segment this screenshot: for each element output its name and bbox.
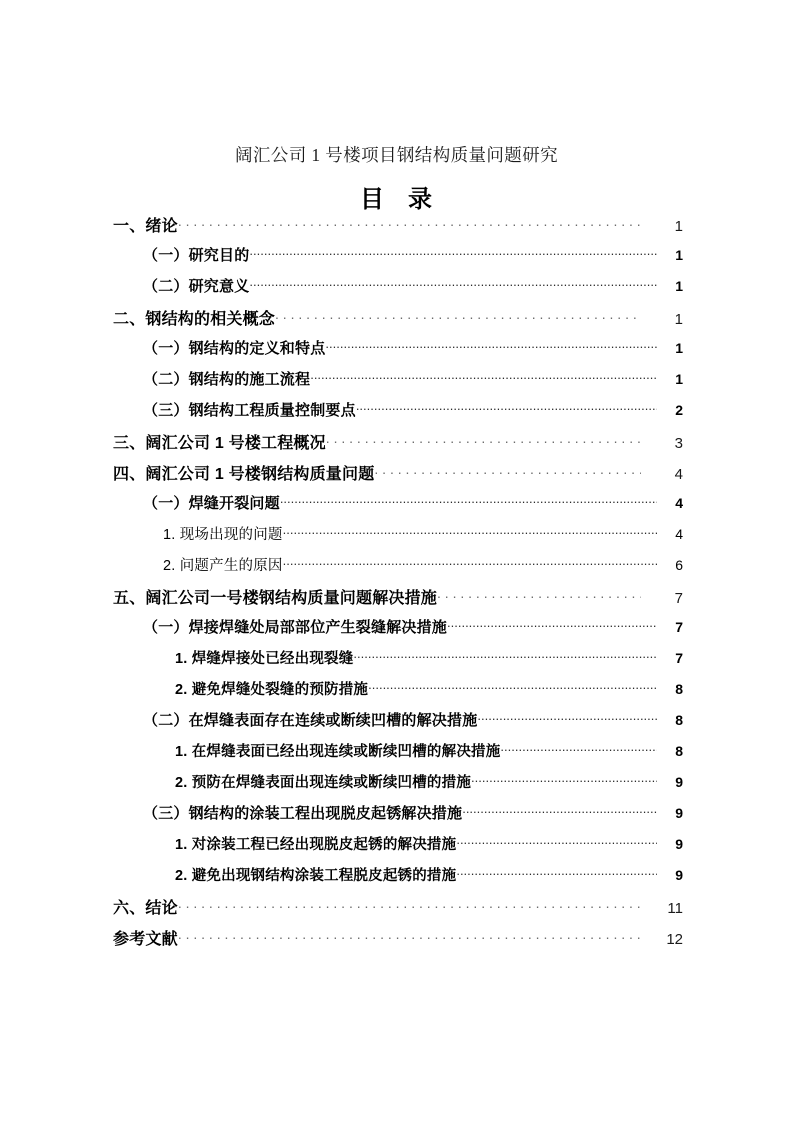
document-title: 阔汇公司 1 号楼项目钢结构质量问题研究 (235, 145, 558, 165)
toc-entry[interactable] (0, 709, 793, 740)
toc-entry-label: 五、阔汇公司一号楼钢结构质量问题解决措施 (113, 590, 438, 607)
toc-entry-page-number: 7 (675, 650, 683, 666)
toc-entry[interactable] (0, 492, 793, 523)
toc-dot-leader (500, 740, 657, 756)
toc-entry-label: 2. 避免出现钢结构涂装工程脱皮起锈的措施 (175, 868, 457, 884)
toc-dot-leader (456, 864, 657, 880)
toc-entry-page-number: 12 (666, 931, 683, 948)
toc-entry-label: 四、阔汇公司 1 号楼钢结构质量问题 (113, 466, 375, 483)
toc-dot-leader (326, 432, 641, 448)
toc-dot-leader (249, 244, 657, 260)
toc-dot-leader (283, 554, 657, 570)
toc-entry-page-number: 8 (675, 712, 683, 728)
toc-entry-page-number: 6 (675, 557, 683, 573)
toc-entry-page-number: 7 (675, 619, 683, 635)
toc-dot-leader (353, 647, 657, 663)
toc-entry[interactable] (0, 368, 793, 399)
toc-entry-label: （二）在焊缝表面存在连续或断续凹槽的解决措施 (143, 712, 478, 729)
toc-entry-page-number: 3 (674, 435, 683, 452)
table-of-contents (0, 213, 793, 957)
toc-entry[interactable] (0, 337, 793, 368)
toc-entry-page-number: 4 (675, 526, 683, 542)
toc-dot-leader (374, 463, 641, 479)
toc-entry-page-number: 1 (675, 371, 683, 387)
toc-entry-label: 2. 预防在焊缝表面出现连续或断续凹槽的措施 (175, 775, 472, 791)
toc-dot-leader (368, 678, 657, 694)
toc-dot-leader (283, 523, 657, 539)
table-of-contents-heading: 目 录 (359, 186, 433, 213)
toc-entry[interactable] (0, 461, 793, 492)
toc-dot-leader (447, 616, 657, 632)
toc-entry[interactable] (0, 275, 793, 306)
toc-entry[interactable] (0, 771, 793, 802)
toc-entry[interactable] (0, 523, 793, 554)
toc-entry[interactable] (0, 926, 793, 957)
toc-entry-page-number: 9 (675, 774, 683, 790)
toc-dot-leader (462, 802, 657, 818)
toc-entry-label: 一、绪论 (113, 218, 178, 235)
toc-entry-page-number: 1 (675, 247, 683, 263)
toc-entry-page-number: 9 (675, 836, 683, 852)
toc-dot-leader (178, 215, 641, 231)
toc-dot-leader (325, 337, 657, 353)
toc-entry-label: 三、阔汇公司 1 号楼工程概况 (113, 435, 326, 452)
toc-dot-leader (477, 709, 657, 725)
toc-entry-label: （二）研究意义 (143, 278, 250, 295)
toc-dot-leader (249, 275, 657, 291)
toc-dot-leader (356, 399, 657, 415)
toc-entry[interactable] (0, 430, 793, 461)
toc-entry-page-number: 4 (675, 495, 683, 511)
toc-dot-leader (178, 928, 641, 944)
toc-entry-label: （三）钢结构工程质量控制要点 (143, 402, 356, 419)
toc-dot-leader (280, 492, 657, 508)
toc-entry[interactable] (0, 244, 793, 275)
toc-dot-leader (178, 897, 641, 913)
toc-entry-label: 1. 现场出现的问题 (163, 527, 283, 543)
toc-entry-page-number: 11 (667, 900, 683, 917)
toc-entry-page-number: 7 (674, 590, 683, 607)
toc-entry-page-number: 2 (675, 402, 683, 418)
toc-entry[interactable] (0, 213, 793, 244)
toc-entry[interactable] (0, 740, 793, 771)
toc-entry-label: 2. 问题产生的原因 (163, 558, 283, 574)
toc-entry-label: （三）钢结构的涂装工程出现脱皮起锈解决措施 (143, 805, 463, 822)
toc-entry-label: （一）钢结构的定义和特点 (143, 340, 326, 357)
toc-dot-leader (310, 368, 657, 384)
toc-entry-page-number: 8 (675, 743, 683, 759)
toc-entry-label: 1. 在焊缝表面已经出现连续或断续凹槽的解决措施 (175, 744, 501, 760)
toc-entry-label: （一）焊缝开裂问题 (143, 495, 280, 512)
toc-entry-label: 1. 焊缝焊接处已经出现裂缝 (175, 651, 354, 667)
toc-entry-label: 1. 对涂装工程已经出现脱皮起锈的解决措施 (175, 837, 457, 853)
toc-entry[interactable] (0, 554, 793, 585)
toc-entry-label: 参考文献 (113, 931, 178, 948)
toc-entry[interactable] (0, 678, 793, 709)
toc-entry-label: 二、钢结构的相关概念 (113, 311, 276, 328)
toc-entry-page-number: 1 (675, 340, 683, 356)
toc-entry[interactable] (0, 647, 793, 678)
toc-entry-page-number: 9 (675, 805, 683, 821)
toc-entry-page-number: 4 (674, 466, 683, 483)
toc-entry-label: （二）钢结构的施工流程 (143, 371, 311, 388)
toc-entry[interactable] (0, 399, 793, 430)
toc-dot-leader (456, 833, 657, 849)
toc-entry-page-number: 9 (675, 867, 683, 883)
toc-entry[interactable] (0, 306, 793, 337)
toc-entry-page-number: 1 (674, 311, 683, 328)
toc-entry-label: （一）焊接焊缝处局部部位产生裂缝解决措施 (143, 619, 448, 636)
toc-dot-leader (471, 771, 657, 787)
toc-entry-label: （一）研究目的 (143, 247, 250, 264)
toc-entry[interactable] (0, 585, 793, 616)
toc-entry-label: 2. 避免焊缝处裂缝的预防措施 (175, 682, 369, 698)
toc-entry[interactable] (0, 802, 793, 833)
toc-entry-page-number: 8 (675, 681, 683, 697)
toc-entry[interactable] (0, 864, 793, 895)
toc-entry-page-number: 1 (675, 278, 683, 294)
toc-dot-leader (437, 587, 641, 603)
toc-entry[interactable] (0, 833, 793, 864)
toc-entry[interactable] (0, 616, 793, 647)
toc-entry[interactable] (0, 895, 793, 926)
toc-entry-page-number: 1 (674, 218, 683, 235)
toc-entry-label: 六、结论 (113, 900, 178, 917)
toc-dot-leader (275, 308, 641, 324)
